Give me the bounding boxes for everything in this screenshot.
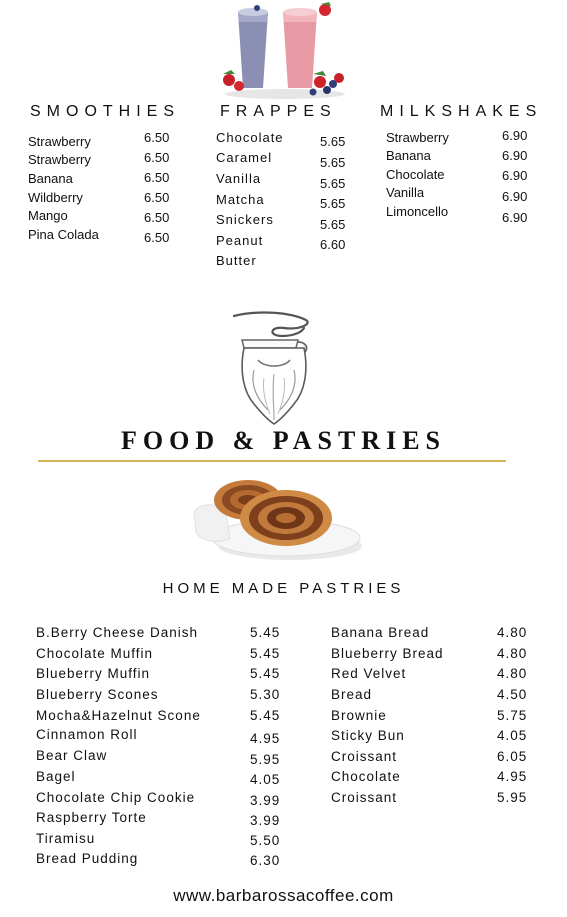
pastry-name: Mocha&Hazelnut Scone bbox=[36, 708, 201, 723]
smoothie-price: 6.50 bbox=[144, 150, 170, 165]
pastry-price: 6.05 bbox=[497, 749, 528, 764]
pastry-name: Chocolate bbox=[331, 769, 401, 784]
pastry-price: 4.80 bbox=[497, 625, 528, 640]
frappe-price: 5.65 bbox=[320, 134, 346, 149]
smoothie-glasses-icon bbox=[205, 0, 365, 102]
pastry-price: 6.30 bbox=[250, 853, 281, 868]
pastry-name: Chocolate Muffin bbox=[36, 646, 154, 661]
frappe-price: 5.65 bbox=[320, 217, 346, 232]
pastry-price: 5.30 bbox=[250, 687, 281, 702]
pastry-price: 3.99 bbox=[250, 813, 281, 828]
pastry-price: 4.05 bbox=[250, 772, 281, 787]
pastry-price: 5.75 bbox=[497, 708, 528, 723]
milkshake-price: 6.90 bbox=[502, 189, 528, 204]
smoothie-name: Mango bbox=[28, 208, 68, 223]
pastry-price: 5.45 bbox=[250, 625, 281, 640]
pastry-name: Tiramisu bbox=[36, 831, 96, 846]
pastry-price: 5.95 bbox=[497, 790, 528, 805]
pastry-name: B.Berry Cheese Danish bbox=[36, 625, 199, 640]
frappe-name: Butter bbox=[216, 253, 257, 268]
pastry-name: Blueberry Muffin bbox=[36, 666, 151, 681]
pastry-name: Blueberry Scones bbox=[36, 687, 159, 702]
smoothie-price: 6.50 bbox=[144, 230, 170, 245]
frappe-name: Peanut bbox=[216, 233, 264, 248]
milkshake-price: 6.90 bbox=[502, 148, 528, 163]
pastry-price: 4.80 bbox=[497, 666, 528, 681]
pastry-name: Bear Claw bbox=[36, 748, 108, 763]
milkshake-price: 6.90 bbox=[502, 128, 528, 143]
frappe-name: Caramel bbox=[216, 150, 273, 165]
frappe-name: Snickers bbox=[216, 212, 274, 227]
pastry-price: 4.95 bbox=[497, 769, 528, 784]
food-pastries-title: FOOD & PASTRIES bbox=[121, 426, 446, 455]
milkshake-name: Vanilla bbox=[386, 185, 425, 200]
website-link[interactable]: www.barbarossacoffee.com bbox=[173, 886, 394, 905]
pastry-name: Cinnamon Roll bbox=[36, 727, 138, 742]
frappe-name: Matcha bbox=[216, 192, 265, 207]
pastry-name: Brownie bbox=[331, 708, 387, 723]
cinnamon-rolls-icon bbox=[190, 472, 370, 564]
frappe-price: 5.65 bbox=[320, 196, 346, 211]
home-made-pastries-title: HOME MADE PASTRIES bbox=[162, 580, 405, 597]
pastry-price: 3.99 bbox=[250, 793, 281, 808]
milkshake-price: 6.90 bbox=[502, 210, 528, 225]
pastry-name: Sticky Bun bbox=[331, 728, 405, 743]
frappe-name: Chocolate bbox=[216, 130, 284, 145]
smoothie-name: Strawberry bbox=[28, 134, 91, 149]
smoothie-price: 6.50 bbox=[144, 190, 170, 205]
frappe-price: 5.65 bbox=[320, 176, 346, 191]
pastry-price: 4.50 bbox=[497, 687, 528, 702]
pastry-price: 5.45 bbox=[250, 666, 281, 681]
smoothie-price: 6.50 bbox=[144, 170, 170, 185]
bearded-coffee-logo-icon bbox=[228, 308, 320, 426]
milkshake-name: Banana bbox=[386, 148, 431, 163]
smoothie-name: Strawberry bbox=[28, 152, 91, 167]
milkshake-name: Limoncello bbox=[386, 204, 449, 219]
pastry-name: Bread Pudding bbox=[36, 851, 139, 866]
smoothie-price: 6.50 bbox=[144, 130, 170, 145]
frappe-name: Vanilla bbox=[216, 171, 262, 186]
milkshake-name: Chocolate bbox=[386, 167, 445, 182]
pastry-name: Croissant bbox=[331, 749, 398, 764]
smoothie-name: Pina Colada bbox=[28, 227, 99, 242]
pastry-price: 4.80 bbox=[497, 646, 528, 661]
smoothie-price: 6.50 bbox=[144, 210, 170, 225]
pastry-name: Bread bbox=[331, 687, 373, 702]
pastry-price: 4.95 bbox=[250, 731, 281, 746]
pastry-name: Chocolate Chip Cookie bbox=[36, 790, 196, 805]
pastry-name: Bagel bbox=[36, 769, 76, 784]
pastry-price: 4.05 bbox=[497, 728, 528, 743]
pastry-name: Croissant bbox=[331, 790, 398, 805]
pastry-name: Banana Bread bbox=[331, 625, 430, 640]
smoothie-name: Wildberry bbox=[28, 190, 83, 205]
pastry-name: Red Velvet bbox=[331, 666, 407, 681]
milkshakes-title: MILKSHAKES bbox=[380, 103, 543, 120]
frappe-price: 6.60 bbox=[320, 237, 346, 252]
milkshake-name: Strawberry bbox=[386, 130, 449, 145]
pastry-price: 5.45 bbox=[250, 646, 281, 661]
pastry-name: Blueberry Bread bbox=[331, 646, 444, 661]
smoothie-name: Banana bbox=[28, 171, 73, 186]
gold-divider bbox=[38, 460, 506, 462]
pastry-price: 5.45 bbox=[250, 708, 281, 723]
smoothies-title: SMOOTHIES bbox=[30, 103, 181, 120]
pastry-price: 5.95 bbox=[250, 752, 281, 767]
frappe-price: 5.65 bbox=[320, 155, 346, 170]
pastry-name: Raspberry Torte bbox=[36, 810, 147, 825]
frappes-title: FRAPPES bbox=[220, 103, 337, 120]
milkshake-price: 6.90 bbox=[502, 168, 528, 183]
pastry-price: 5.50 bbox=[250, 833, 281, 848]
